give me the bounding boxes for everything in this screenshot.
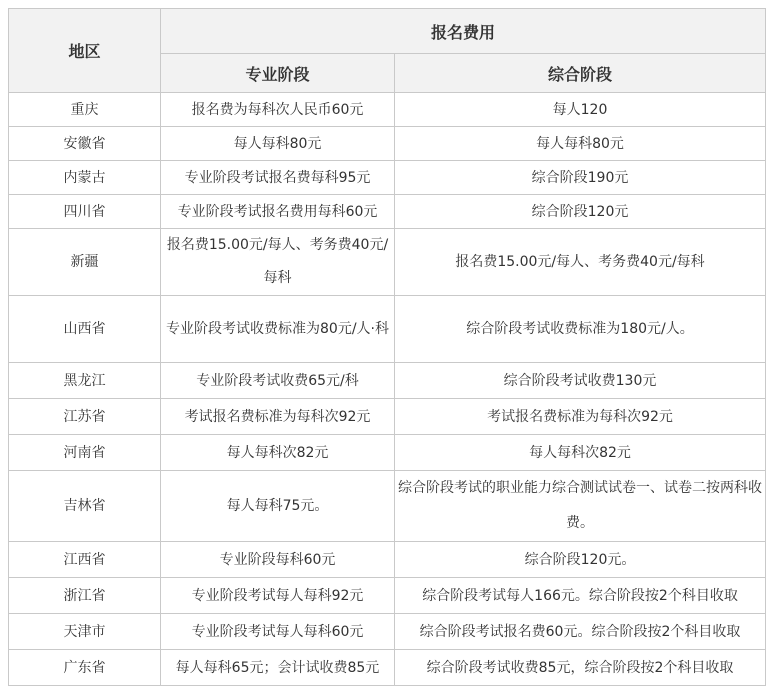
header-comprehensive: 综合阶段 <box>395 54 766 93</box>
cell-region: 重庆 <box>9 93 161 127</box>
table-row <box>9 161 766 195</box>
cell-region: 河南省 <box>9 435 161 471</box>
table-row <box>9 93 766 127</box>
cell-professional: 专业阶段考试报名费每科95元 <box>161 161 395 195</box>
cell-region: 新疆 <box>9 229 161 296</box>
header-region: 地区 <box>9 9 161 93</box>
cell-professional: 报名费15.00元/每人、考务费40元/每科 <box>161 229 395 296</box>
cell-professional: 专业阶段考试报名费用每科60元 <box>161 195 395 229</box>
cell-professional: 每人每科80元 <box>161 127 395 161</box>
cell-professional: 专业阶段考试收费65元/科 <box>161 363 395 399</box>
cell-comprehensive: 每人每科次82元 <box>395 435 766 471</box>
table-row <box>9 195 766 229</box>
header-professional: 专业阶段 <box>161 54 395 93</box>
table-row <box>9 614 766 650</box>
cell-professional: 专业阶段考试收费标准为80元/人·科 <box>161 296 395 363</box>
cell-region: 江西省 <box>9 542 161 578</box>
table-row <box>9 399 766 435</box>
cell-comprehensive: 综合阶段120元 <box>395 195 766 229</box>
cell-region: 山西省 <box>9 296 161 363</box>
cell-comprehensive: 综合阶段120元。 <box>395 542 766 578</box>
cell-comprehensive: 综合阶段考试的职业能力综合测试试卷一、试卷二按两科收费。 <box>395 471 766 542</box>
cell-region: 吉林省 <box>9 471 161 542</box>
cell-professional: 专业阶段每科60元 <box>161 542 395 578</box>
cell-comprehensive: 每人每科80元 <box>395 127 766 161</box>
fee-table <box>8 8 766 686</box>
cell-comprehensive: 综合阶段190元 <box>395 161 766 195</box>
cell-region: 四川省 <box>9 195 161 229</box>
cell-comprehensive: 报名费15.00元/每人、考务费40元/每科 <box>395 229 766 296</box>
cell-region: 安徽省 <box>9 127 161 161</box>
cell-professional: 每人每科65元；会计试收费85元 <box>161 650 395 686</box>
table-row <box>9 363 766 399</box>
table-row <box>9 435 766 471</box>
cell-professional: 报名费为每科次人民币60元 <box>161 93 395 127</box>
table-row <box>9 542 766 578</box>
cell-region: 天津市 <box>9 614 161 650</box>
cell-comprehensive: 考试报名费标准为每科次92元 <box>395 399 766 435</box>
cell-region: 内蒙古 <box>9 161 161 195</box>
cell-region: 浙江省 <box>9 578 161 614</box>
cell-professional: 每人每科次82元 <box>161 435 395 471</box>
cell-comprehensive: 综合阶段考试收费85元，综合阶段按2个科目收取 <box>395 650 766 686</box>
cell-professional: 专业阶段考试每人每科60元 <box>161 614 395 650</box>
cell-professional: 专业阶段考试每人每科92元 <box>161 578 395 614</box>
table-row <box>9 296 766 363</box>
table-row <box>9 127 766 161</box>
cell-comprehensive: 综合阶段考试收费130元 <box>395 363 766 399</box>
table-row <box>9 471 766 542</box>
table-row <box>9 650 766 686</box>
cell-comprehensive: 每人120 <box>395 93 766 127</box>
cell-professional: 考试报名费标准为每科次92元 <box>161 399 395 435</box>
header-fee-group: 报名费用 <box>161 9 766 54</box>
cell-region: 黑龙江 <box>9 363 161 399</box>
cell-professional: 每人每科75元。 <box>161 471 395 542</box>
cell-region: 广东省 <box>9 650 161 686</box>
cell-comprehensive: 综合阶段考试收费标准为180元/人。 <box>395 296 766 363</box>
table-row <box>9 229 766 296</box>
cell-region: 江苏省 <box>9 399 161 435</box>
cell-comprehensive: 综合阶段考试每人166元。综合阶段按2个科目收取 <box>395 578 766 614</box>
table-row <box>9 578 766 614</box>
cell-comprehensive: 综合阶段考试报名费60元。综合阶段按2个科目收取 <box>395 614 766 650</box>
